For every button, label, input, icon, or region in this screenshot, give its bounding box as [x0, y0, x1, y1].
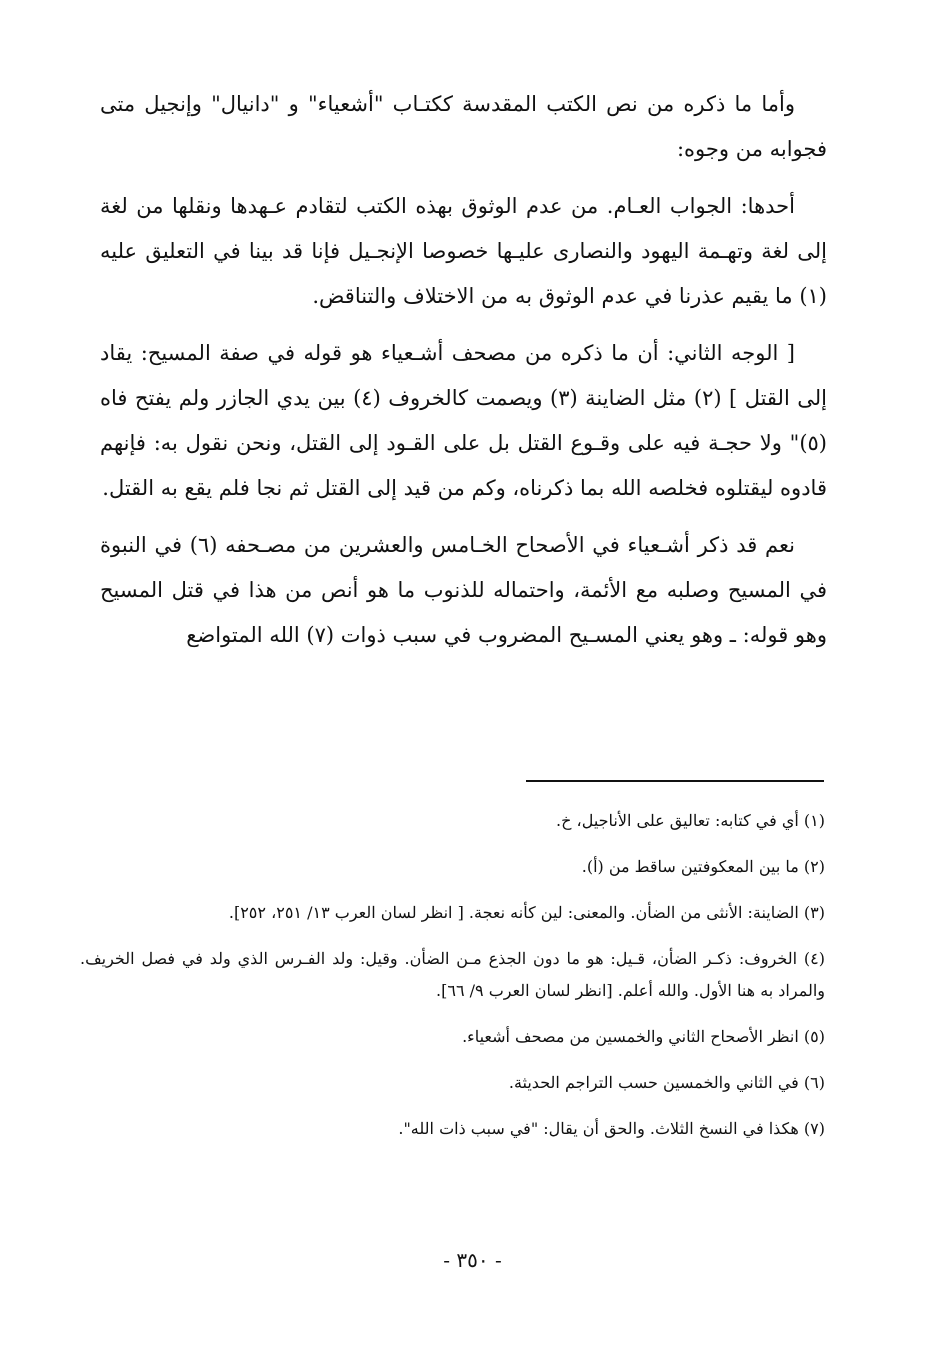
page-number: - ٣٥٠ -: [443, 1248, 502, 1272]
footnote-4: (٤) الخروف: ذكـر الضأن، قـيل: هو ما دون الجذع مـن الضأن. وقيل: ولد الفـرس الذي ولد في فصل الخريف. والمراد به هنا الأول. والله أعلم. [انظر لسان العرب ٩/ ٦٦].: [80, 949, 825, 1000]
paragraph-3: [ الوجه الثاني: أن ما ذكره من مصحف أشـعياء هو قوله في صفة المسيح: يقاد إلى القتل ] (٢) مثل الضاينة (٣) ويصمت كالخروف (٤) بين يدي الجازر ولم يفتح فاه (٥)" ولا حجـة فيه على وقـوع القتل بل على القـود إلى القتل، ونحن نقول به: فإنهم قادوه ليقتلوه فخلصه الله بما ذكرناه، وكم من قيد إلى القتل ثم نجا فلم يقع به القتل.: [100, 341, 828, 500]
paragraph-4: نعم قد ذكر أشـعياء في الأصحاح الخـامس والعشرين من مصـحفه (٦) في النبوة في المسيح وصلبه مع الأئمة، واحتماله للذنوب ما هو أنص من هذا في قتل المسيح وهو قوله: ـ وهو يعني المسـيح المضروب في سبب ذوات (٧) الله المتواضع: [100, 533, 827, 647]
footnote-1: (١) أي في كتابه: تعاليق على الأناجيل، خ.: [556, 811, 825, 830]
paragraph-1: وأما ما ذكره من نص الكتب المقدسة ككتـاب "أشعياء" و "دانيال" وإنجيل متى فجوابه من وجوه:: [100, 92, 827, 161]
footnote-7: (٧) هكذا في النسخ الثلاث. والحق أن يقال: "في سبب ذات الله".: [398, 1119, 825, 1138]
footnote-2: (٢) ما بين المعكوفتين ساقط من (أ).: [581, 857, 825, 876]
paragraph-2: أحدها: الجواب العـام. من عدم الوثوق بهذه الكتب لتقادم عـهدها ونقلها من لغة إلى لغة وتهـمة اليهود والنصارى عليـها خصوصا الإنجـيل فإنا قد بينا في التعليق عليه (١) ما يقيم عذرنا في عدم الوثوق به من الاختلاف والتناقض.: [100, 194, 827, 308]
footnotes: [80, 805, 825, 1159]
footnote-6: (٦) في الثاني والخمسين حسب التراجم الحديثة.: [508, 1073, 825, 1092]
footnote-3: (٣) الضاينة: الأنثى من الضأن. والمعنى: لين كأنه نعجة. [ انظر لسان العرب ١٣/ ٢٥١، ٢٥٢].: [228, 903, 825, 922]
main-text: [100, 82, 827, 658]
footnote-5: (٥) انظر الأصحاح الثاني والخمسين من مصحف أشعياء.: [462, 1027, 825, 1046]
footnote-separator: [526, 780, 824, 782]
